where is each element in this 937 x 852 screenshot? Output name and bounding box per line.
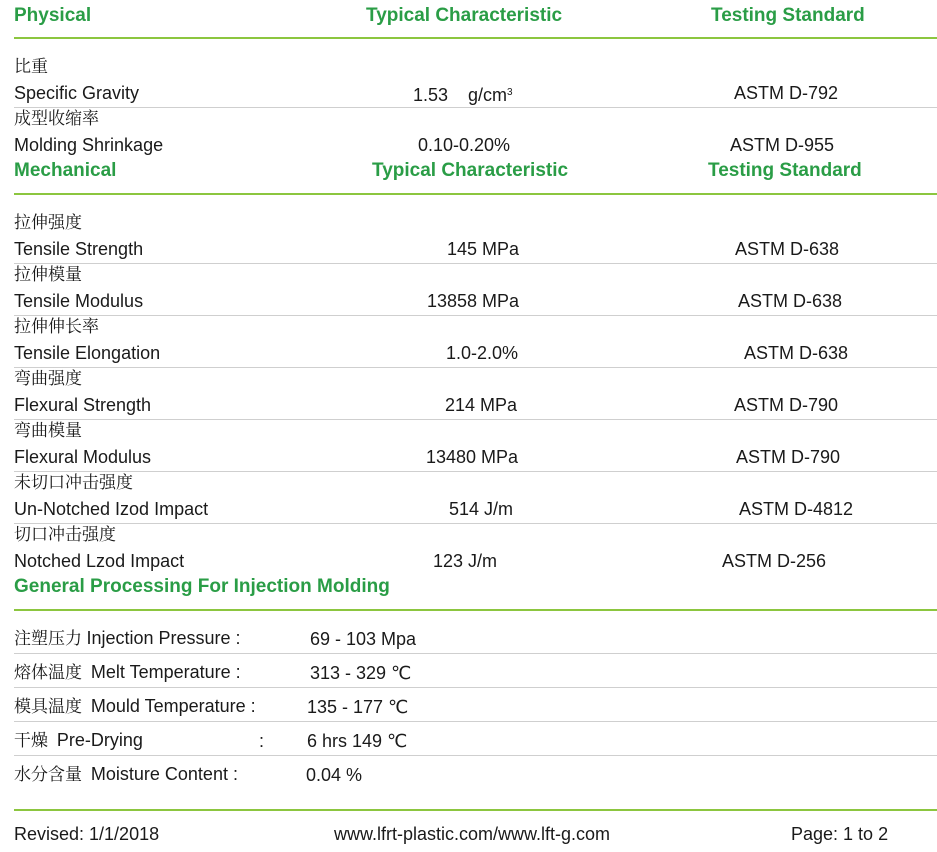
row-divider	[14, 419, 937, 420]
mechanical-section-title: Mechanical	[14, 160, 117, 181]
processing-colon: :	[259, 731, 265, 751]
row-divider	[14, 653, 937, 654]
processing-en-label: Moisture Content :	[90, 764, 238, 784]
row-divider	[14, 471, 937, 472]
property-cn-label: 弯曲强度	[14, 369, 82, 389]
property-standard: ASTM D-638	[744, 343, 849, 363]
property-en-label: Flexural Modulus	[14, 447, 152, 467]
property-value	[413, 82, 513, 106]
property-cn-label: 比重	[14, 57, 48, 77]
property-en-label: Flexural Strength	[14, 395, 152, 415]
property-value: 13858 MPa	[427, 291, 520, 311]
processing-cn-label: 干燥	[14, 731, 48, 751]
processing-cn-label: 水分含量	[14, 765, 82, 785]
property-cn-label: 切口冲击强度	[14, 525, 116, 545]
row-divider	[14, 721, 937, 722]
property-en-label: Molding Shrinkage	[14, 135, 164, 155]
row-divider	[14, 107, 937, 108]
mechanical-header-rule	[14, 193, 937, 195]
property-value: 145 MPa	[447, 239, 520, 259]
property-en-label: Tensile Elongation	[14, 343, 161, 363]
processing-value: 69 - 103 Mpa	[310, 629, 417, 649]
processing-value: 313 - 329 ℃	[310, 663, 412, 683]
property-standard: ASTM D-4812	[739, 499, 854, 519]
property-cn-label: 拉伸强度	[14, 213, 82, 233]
footer-revised: Revised: 1/1/2018	[14, 824, 160, 844]
footer-page-number: Page: 1 to 2	[791, 824, 889, 844]
property-cn-label: 未切口冲击强度	[14, 473, 133, 493]
property-cn-label: 拉伸伸长率	[14, 317, 99, 337]
property-en-label: Tensile Strength	[14, 239, 144, 259]
property-value: 514 J/m	[449, 499, 514, 519]
property-standard: ASTM D-792	[734, 83, 839, 103]
row-divider	[14, 687, 937, 688]
processing-header-rule	[14, 609, 937, 611]
property-cn-label: 拉伸模量	[14, 265, 82, 285]
property-value: 13480 MPa	[426, 447, 519, 467]
processing-en-label: Melt Temperature :	[90, 662, 241, 682]
processing-label	[14, 729, 143, 752]
processing-label	[14, 627, 241, 650]
property-standard: ASTM D-638	[735, 239, 840, 259]
processing-label	[14, 695, 256, 718]
property-value: 214 MPa	[445, 395, 518, 415]
row-divider	[14, 523, 937, 524]
property-standard: ASTM D-256	[722, 551, 827, 571]
property-value-text: 1.53 g/cm	[413, 85, 508, 105]
row-divider	[14, 367, 937, 368]
processing-cn-label: 模具温度	[14, 697, 82, 717]
property-cn-label: 弯曲模量	[14, 421, 82, 441]
property-value: 123 J/m	[433, 551, 498, 571]
property-en-label: Un-Notched Izod Impact	[14, 499, 209, 519]
processing-value: 135 - 177 ℃	[307, 697, 409, 717]
property-standard: ASTM D-955	[730, 135, 835, 155]
property-standard: ASTM D-638	[738, 291, 843, 311]
property-standard: ASTM D-790	[736, 447, 841, 467]
property-value: 1.0-2.0%	[446, 343, 519, 363]
processing-label	[14, 661, 241, 684]
property-cn-label: 成型收缩率	[14, 109, 99, 129]
processing-en-label: Injection Pressure :	[86, 628, 241, 648]
processing-en-label: Pre-Drying	[56, 730, 143, 750]
property-standard: ASTM D-790	[734, 395, 839, 415]
row-divider	[14, 755, 937, 756]
physical-section-title: Physical	[14, 5, 92, 26]
physical-typical-header: Typical Characteristic	[366, 5, 563, 26]
processing-en-label: Mould Temperature :	[90, 696, 256, 716]
processing-label	[14, 763, 238, 786]
processing-value: 0.04 %	[306, 765, 363, 785]
row-divider	[14, 263, 937, 264]
property-en-label: Specific Gravity	[14, 83, 140, 103]
row-divider	[14, 315, 937, 316]
footer-rule	[14, 809, 937, 811]
mechanical-typical-header: Typical Characteristic	[372, 160, 569, 181]
property-en-label: Tensile Modulus	[14, 291, 144, 311]
property-en-label: Notched Lzod Impact	[14, 551, 185, 571]
unit-superscript: 3	[507, 87, 513, 98]
processing-value: 6 hrs 149 ℃	[307, 731, 408, 751]
physical-header-rule	[14, 37, 937, 39]
mechanical-standard-header: Testing Standard	[708, 160, 862, 181]
processing-section-title: General Processing For Injection Molding	[14, 576, 390, 597]
property-value: 0.10-0.20%	[418, 135, 511, 155]
processing-cn-label: 熔体温度	[14, 663, 82, 683]
processing-cn-label: 注塑压力	[14, 629, 82, 649]
physical-standard-header: Testing Standard	[711, 5, 865, 26]
footer-website: www.lfrt-plastic.com/www.lft-g.com	[334, 824, 611, 844]
